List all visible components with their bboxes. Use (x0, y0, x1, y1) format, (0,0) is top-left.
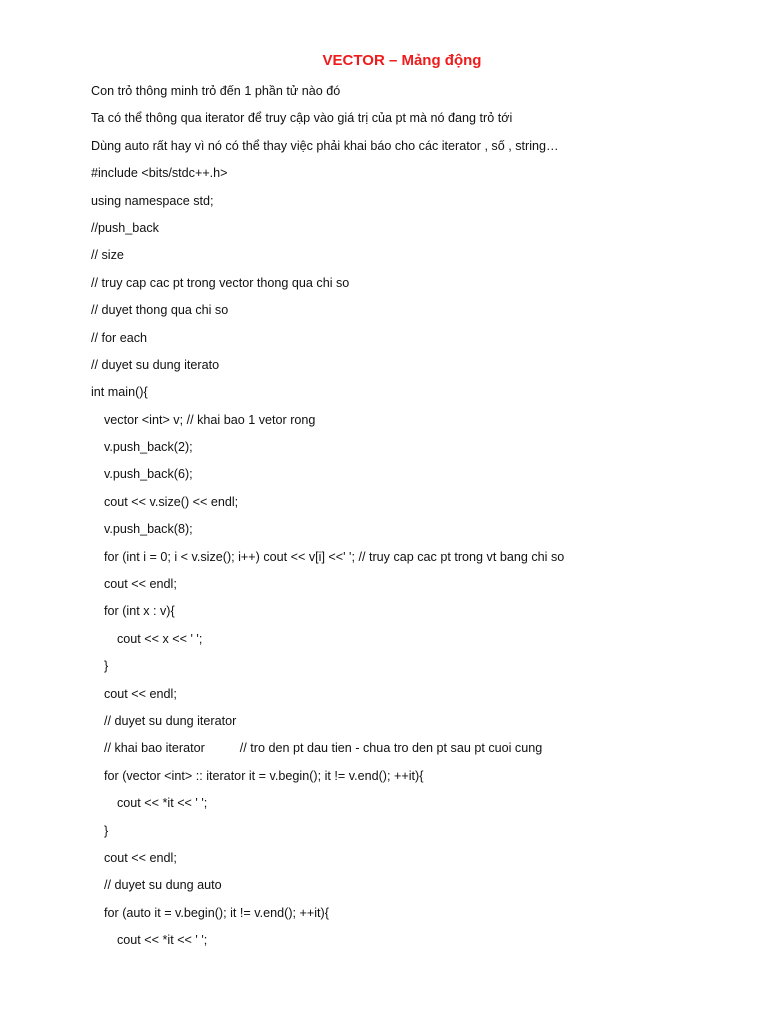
text-line: // for each (91, 330, 148, 345)
text-line: vector <int> v; // khai bao 1 vetor rong (104, 412, 316, 427)
text-line: // duyet thong qua chi so (91, 303, 229, 318)
text-line: cout << *it << ' '; (117, 796, 208, 811)
text-line: cout << v.size() << endl; (104, 494, 239, 509)
text-line: for (vector <int> :: iterator it = v.begin(); it != v.end(); ++it){ (104, 768, 424, 783)
text-line: // truy cap cac pt trong vector thong qua chi so (91, 275, 350, 290)
text-line: v.push_back(8); (104, 522, 193, 537)
text-line: cout << endl; (104, 686, 177, 701)
text-line: } (104, 659, 109, 674)
text-line: Con trỏ thông minh trỏ đến 1 phần tử nào đó (91, 84, 341, 98)
text-line: v.push_back(6); (104, 467, 193, 482)
text-line: // size (91, 248, 124, 263)
text-line: cout << endl; (104, 577, 177, 592)
text-line: //push_back (91, 220, 159, 235)
text-line: for (int x : v){ (104, 604, 175, 619)
text-line: // khai bao iterator // tro den pt dau tien - chua tro den pt sau pt cuoi cung (104, 741, 543, 756)
text-line: Dùng auto rất hay vì nó có thể thay việc phải khai báo cho các iterator , số , string… (91, 138, 559, 153)
text-line: #include <bits/stdc++.h> (91, 166, 228, 181)
text-line: } (104, 823, 109, 838)
text-line: cout << x << ' '; (117, 631, 203, 646)
document-title: VECTOR – Mảng động (322, 52, 482, 69)
text-line: cout << endl; (104, 850, 177, 865)
text-line: for (auto it = v.begin(); it != v.end(); ++it){ (104, 905, 329, 920)
text-line: // duyet su dung iterato (91, 357, 220, 372)
text-line: cout << *it << ' '; (117, 933, 208, 948)
text-line: v.push_back(2); (104, 440, 193, 455)
text-line: // duyet su dung iterator (104, 713, 237, 728)
text-line: // duyet su dung auto (104, 878, 222, 893)
text-line: using namespace std; (91, 193, 214, 208)
text-line: int main(){ (91, 385, 148, 400)
text-line: for (int i = 0; i < v.size(); i++) cout << v[i] <<' '; // truy cap cac pt trong vt bang chi so (104, 549, 565, 564)
text-line: Ta có thể thông qua iterator để truy cập vào giá trị của pt mà nó đang trỏ tới (91, 111, 513, 126)
document-body (91, 82, 751, 959)
